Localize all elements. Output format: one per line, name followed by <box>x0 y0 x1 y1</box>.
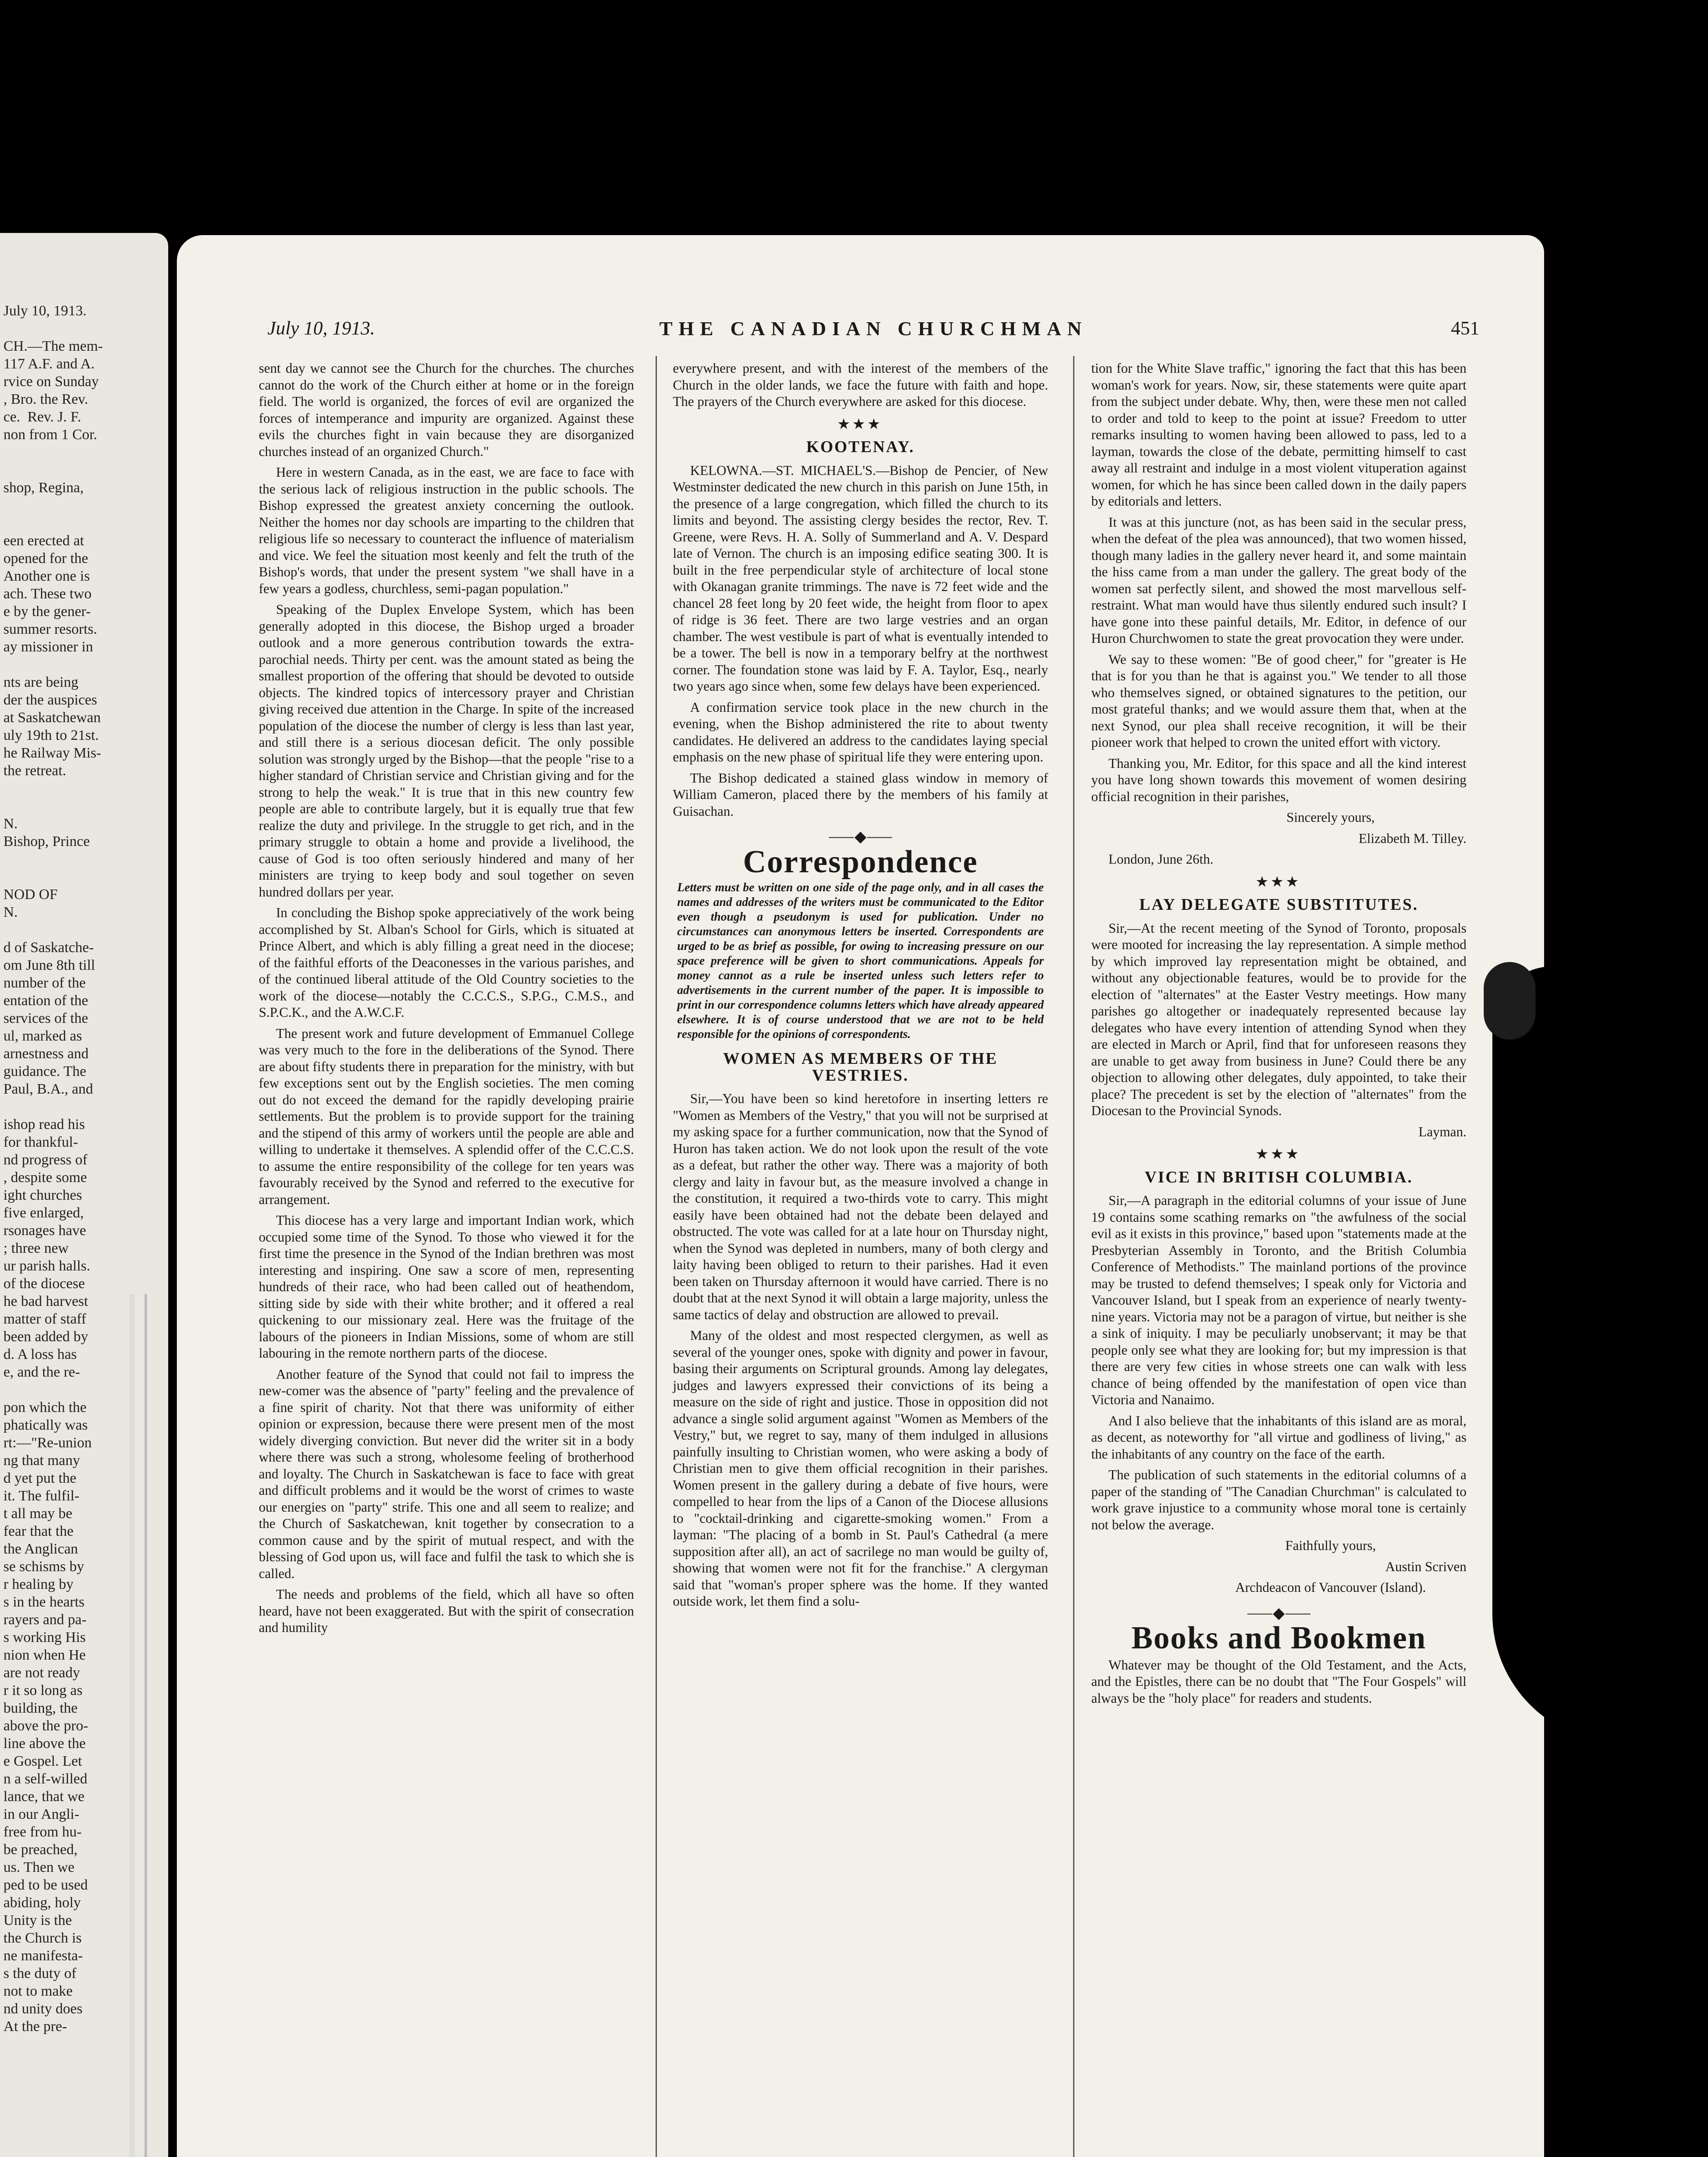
issue-date: July 10, 1913. <box>267 318 375 339</box>
paragraph: The Bishop dedicated a stained glass window in memory of William Cameron, placed there by the members of his family at Guisachan. <box>673 770 1048 819</box>
paragraph: Sir,—You have been so kind heretofore in inserting letters re "Women as Members of the Vestry," that you will not be surprised at my asking space for a further communication, now that the Synod of Huron has taken action. We do not look upon the result of the vote as a defeat, but rather the other way. There was a majority of both clergy and laity in favour but, as the measure involved a change in the constitution, it required a two-thirds vote to carry. This might easily have been obtained had not the debate been delayed and obstructed. The vote was called for at a late hour on Thursday night, when the Synod was depleted in numbers, many of both clergy and laity having been obliged to return to their parishes. Had it even been taken on Thursday afternoon it would have carried. There is no doubt that at the next Synod it will obtain a large majority, unless the same tactics of delay and obstruction are allowed to prevail. <box>673 1091 1048 1322</box>
paragraph: The needs and problems of the field, which all have so often heard, have not been exaggerated. But with the spirit of consecration and humility <box>259 1587 634 1635</box>
paragraph: And I also believe that the inhabitants of this island are as moral, as decent, as noteworthy for "all virtue and godliness of living," as the inhabitants of any country on the face of the earth. <box>1091 1413 1466 1462</box>
paragraph: sent day we cannot see the Church for the churches. The churches cannot do the work of the Church either at home or in the foreign field. The world is organized, the forces of evil are organized the forces of intemperance and impurity are organized. Against these evils the churches fight in vain because they are disorganized churches instead of an organized Church." <box>259 361 634 459</box>
page-number: 451 <box>1451 318 1479 339</box>
left-page-text: July 10, 1913. CH.—The mem- 117 A.F. and A. rvice on Sunday , Bro. the Rev. ce. Rev. J. F. non from 1 Cor. shop, Regina, een erected at opened for the Another one is ach. These two e by the gener- summer resorts. ay missioner in nts are being der the auspices at Saskatchewan uly 19th to 21st. he Railway Mis- the retreat. N. Bishop, Prince NOD OF N. d of Saskatche- om June 8th till number of the entation of the services of the ul, marked as arnestness and guidance. The Paul, B.A., and ishop read his for thankful- nd progress of , despite some ight churches five enlarged, rsonages have ; three new ur parish halls. of the diocese he bad harvest matter of staff been added by d. A loss has e, and the re- pon which the phatically was rt:—"Re-union ng that many d yet put the it. The fulfil- t all may be fear that the the Anglican se schisms by r healing by s in the hearts rayers and pa- s working His nion when He are not ready r it so long as building, the above the pro- line above the e Gospel. Let n a self-willed lance, that we in our Angli- free from hu- be preached, us. Then we ped to be used abiding, holy Unity is the the Church is ne manifesta- s the duty of not to make nd unity does At the pre- <box>3 303 103 2034</box>
lay-delegate-heading: LAY DELEGATE SUBSTITUTES. <box>1139 896 1419 914</box>
gutter-edge <box>129 1294 135 2157</box>
paragraph: We say to these women: "Be of good cheer," for "greater is He that is for you than he that is against you." We tender to all those who themselves signed, or obtained signatures to the petition, our most grateful thanks; and we would assure them that, when at the next Synod, our plea shall receive recognition, it will be their pioneer work that helped to crown the united effort with victory. <box>1091 651 1466 750</box>
flourish-divider: ⸺◆⸺ <box>1246 1604 1311 1622</box>
page-holder-tip <box>1484 962 1535 1040</box>
paragraph: The publication of such statements in the editorial columns of a paper of the standing of "The Canadian Churchman" is calculated to work grave injustice to a community whose moral tone is certainly not below the average. <box>1091 1467 1466 1532</box>
paragraph: Here in western Canada, as in the east, we are face to face with the serious lack of religious instruction in the public schools. The Bishop expressed the greatest anxiety concerning the outlook. Neither the homes nor day schools are imparting to the children that religious life so necessary to counteract the influence of materialism and vice. We feel the situation most keenly and felt the truth of the Bishop's words, that under the present system "we shall have in a few years a godless, churchless, semi-pagan population." <box>259 465 634 596</box>
column-rule-2 <box>1073 356 1074 2157</box>
signoff: Faithfully yours, <box>1285 1538 1376 1553</box>
section-stars: ★★★ <box>838 417 883 431</box>
paragraph: Whatever may be thought of the Old Testament, and the Acts, and the Epistles, there can be no doubt that "The Four Gospels" will always be the "holy place" for readers and students. <box>1091 1657 1466 1706</box>
books-heading: Books and Bookmen <box>1131 1620 1426 1656</box>
column-rule-1 <box>656 356 657 2157</box>
signoff: Sincerely yours, <box>1286 810 1375 825</box>
paragraph: It was at this juncture (not, as has been said in the secular press, when the defeat of the plea was announced), that two women hissed, though many ladies in the gallery never heard it, and some maintain the hiss came from a man under the gallery. The great body of the women sat perfectly silent, and showed the most marvellous self-restraint. What man would have thus silently endured such insult? I have gone into these painful details, Mr. Editor, in defence of our Huron Churchwomen to state the great provocation they were under. <box>1091 514 1466 646</box>
column-2 <box>673 360 1048 1614</box>
correspondence-heading: Correspondence <box>743 844 978 880</box>
paragraph: The present work and future development of Emmanuel College was very much to the fore in the deliberations of the Synod. There are about fifty students there in preparation for the ministry, with but few exceptions sent out by the English societies. The men coming out do not exceed the demand for the rapidly developing prairie settlements. But the problem is to provide support for the training and the stipend of this army of workers until the people are able and willing to undertake it themselves. A splendid offer of the C.C.C.S. to assume the entire responsibility of the college for ten years was favourably received by the Synod and referred to the executive for arrangement. <box>259 1025 634 1207</box>
paragraph: Sir,—At the recent meeting of the Synod of Toronto, proposals were mooted for increasing the lay representation. A simple method by which improved lay representation might be obtained, and without any objectionable features, would be to provide for the election of "alternates" at the Easter Vestry meetings. How many parishes go altogether or inadequately represented because lay delegates who have every intention of attending Synod when they are elected in March or April, find that for unforeseen reasons they are unable to get away from business in June? Could there be any objection to allowing other delegates, duly appointed, to take their place? The precedent is set by the election of "alternates" from the Diocesan to the Provincial Synods. <box>1091 920 1466 1118</box>
paragraph: Speaking of the Duplex Envelope System, which has been generally adopted in this diocese, the Bishop urged a broader outlook and a more generous contribution towards the extra-parochial needs. Thirty per cent. was the amount stated as being the smallest proportion of the offering that should be devoted to outside objects. The kindred topics of intercessory prayer and Christian giving received due attention in the Charge. In spite of the increased population of the diocese the number of clergy is less than last year, and still there is a serious diocesan deficit. The only possible solution was strongly urged by the Bishop—that the people "rise to a higher standard of Christian service and Christian giving and for the strong to help the weak." It is true that in this new country few people are able to contribute largely, but it is equally true that few realize the duty and privilege. In the struggle to get rich, and in the primary struggle to obtain a home and provide a livelihood, the cause of God is too often seriously hindered and many of her ministers are trying to keep body and soul together on seven hundred dollars per year. <box>259 602 634 899</box>
paragraph: Thanking you, Mr. Editor, for this space and all the kind interest you have long shown towards this movement of women desiring official recognition in their parishes, <box>1091 755 1466 804</box>
paragraph: In concluding the Bishop spoke appreciatively of the work being accomplished by St. Alban's School for Girls, which is situated at Prince Albert, and which is ably filling a great need in the diocese; of the faithful efforts of the Deaconesses in the various parishes, and of the continued liberal attitude of the Old Country societies to the work of the diocese—notably the C.C.C.S., S.P.G., C.M.S., and S.P.C.K., and the A.W.C.F. <box>259 905 634 1020</box>
vice-heading: VICE IN BRITISH COLUMBIA. <box>1145 1168 1413 1186</box>
section-stars: ★★★ <box>1256 1147 1302 1161</box>
signature: Layman. <box>1418 1124 1466 1139</box>
column-1 <box>259 360 634 1641</box>
paragraph: Another feature of the Synod that could not fail to impress the new-comer was the absence of "party" feeling and the prevalence of a fine spirit of charity. Not that there was uniformity of either opinion or expression, because there were present men of the most widely diverging conviction. But never did the writer sit in a body where there was such a strong, wholesome feeling of brotherhood and loyalty. The Church in Saskatchewan is face to face with great and difficult problems and it would be the worst of crimes to waste our energies on "party" strife. This one and all seem to realize; and the Church of Saskatchewan, knit together by consecration to a common cause and by the spirit of mutual respect, and with the blessing of God upon us, will face and fulfil the task to which she is called. <box>259 1366 634 1581</box>
signature: Austin Scriven <box>1385 1559 1466 1574</box>
signature-title: Archdeacon of Vancouver (Island). <box>1235 1580 1426 1595</box>
section-stars: ★★★ <box>1256 874 1302 889</box>
paragraph: KELOWNA.—ST. MICHAEL'S.—Bishop de Pencier, of New Westminster dedicated the new church in this parish on June 15th, in the presence of a large congregation, which filled the church to its limits and beyond. The assisting clergy besides the rector, Rev. T. Greene, were Revs. H. A. Solly of Summerland and A. V. Despard late of Vernon. The church is an imposing edifice seating 300. It is built in the free perpendicular style of architecture of local stone with Okanagan granite trimmings. The nave is 72 feet wide and the chancel 28 feet long by 20 feet wide, the height from floor to apex of ridge is 36 feet. There are two large vestries and an organ chamber. The west vestibule is part of what is eventually intended to be a tower. The bell is now in a temporary belfry at the northwest corner. The foundation stone was laid by F. A. Taylor, Esq., nearly two years ago since when, some few delays have been experienced. <box>673 462 1048 694</box>
correspondence-note: Letters must be written on one side of the page only, and in all cases the names and addresses of the writers must be communicated to the Editor even though a pseudonym is used for publication. Under no circumstances can anonymous letters be inserted. Correspondents are urged to be as brief as possible, for owing to increasing pressure on our space preference will be given to short communications. Appeals for money cannot as a rule be inserted unless such letters refer to advertisements in the current number of the paper. It is impossible to print in our correspondence columns letters which have already appeared elsewhere. It is of course understood that we are not to be held responsible for the opinions of correspondents. <box>677 881 1044 1041</box>
publication-title: THE CANADIAN CHURCHMAN <box>659 318 1088 340</box>
paragraph: everywhere present, and with the interest of the members of the Church in the older lands, we face the future with faith and hope. The prayers of the Church everywhere are asked for this diocese. <box>673 361 1048 409</box>
women-heading: WOMEN AS MEMBERS OF THE VESTRIES. <box>723 1050 998 1085</box>
paragraph: Sir,—A paragraph in the editorial columns of your issue of June 19 contains some scathing remarks on "the awfulness of the social evil as it exists in this province," based upon "statements made at the Presbyterian Assembly in Toronto, and the British Columbia Conference of Methodists." The mainland portions of the province may be trusted to defend themselves; I speak only for Victoria and Vancouver Island, but I speak from an experience of nearly twenty-nine years. Victoria may not be a paragon of virtue, but neither is she a sink of iniquity. I may be peculiarly unobservant; it may be that people only see what they are looking for; but my impression is that there are very few cities in whose streets one can walk with less chance of being offended by the manifestation of open vice than Victoria and Nanaimo. <box>1091 1193 1466 1407</box>
signature: Elizabeth M. Tilley. <box>1359 830 1466 846</box>
column-3 <box>1091 360 1466 1711</box>
running-head <box>267 317 1479 347</box>
paragraph: A confirmation service took place in the new church in the evening, when the Bishop administered the rite to about twenty candidates. He delivered an address to the candidates laying special emphasis on the new phase of spiritual life they were entering upon. <box>673 699 1048 764</box>
left-page-fragment <box>0 233 168 2157</box>
paragraph: Many of the oldest and most respected clergymen, as well as several of the younger ones, spoke with dignity and power in favour, basing their arguments on Scriptural grounds. Among lay delegates, judges and lawyers expressed their convictions of its being a measure on the side of right and justice. Those in opposition did not advance a single solid argument against "Women as Members of the Vestry," but, we regret to say, many of them indulged in allusions painfully insulting to Christian women, who were asking a body of Christian men to give them official recognition in their parishes. Women present in the gallery during a debate of five hours, were compelled to hear from the lips of a Canon of the Diocese allusions to "cocktail-drinking and cigarette-smoking women." From a layman: "The placing of a bomb in St. Paul's Cathedral (a mere supposition after all), an act of sacrilege no man would be guilty of, showing that women were not fit for the franchise." A clergyman said that "woman's proper sphere was the home. If they wanted outside work, let them find a solu- <box>673 1328 1048 1609</box>
paragraph: tion for the White Slave traffic," ignoring the fact that this has been woman's work for years. Now, sir, these statements were quite apart from the subject under debate. Why, then, were these men not called to order and told to keep to the point at issue? Freedom to utter remarks insulting to women having been allowed to pass, led to a layman, towards the close of the debate, permitting himself to cast away all restraint and indulge in a most violent vituperation against women, for which he has since been called down in the daily papers by editorials and letters. <box>1091 361 1466 509</box>
letter-date: London, June 26th. <box>1108 852 1214 867</box>
newspaper-page <box>177 235 1544 2157</box>
kootenay-heading: KOOTENAY. <box>806 438 915 456</box>
paragraph: This diocese has a very large and important Indian work, which occupied some time of the Synod. To those who viewed it for the first time the presence in the Synod of the Indian brethren was most interesting and inspiring. One saw a score of men, representing hundreds of their race, who had been called out of heathendom, sitting side by side with their white brother; and it offered a real quickening to our missionary zeal. Here was the fruitage of the labours of the pioneers in Indian Missions, some of whom are still labouring in the remote northern parts of the diocese. <box>259 1213 634 1361</box>
gutter-edge-inner <box>144 1294 147 2157</box>
flourish-divider: ⸺◆⸺ <box>828 828 893 845</box>
page-holder-shadow <box>1492 966 1708 1743</box>
